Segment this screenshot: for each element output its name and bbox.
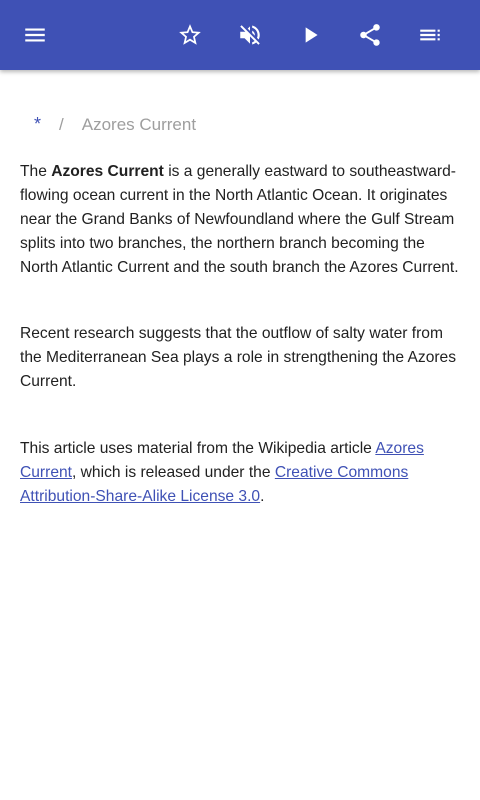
attribution-text: , which is released under the xyxy=(72,463,275,481)
share-icon xyxy=(357,22,383,48)
attribution-paragraph xyxy=(20,437,466,509)
attribution-text: . xyxy=(260,487,265,505)
mute-button[interactable] xyxy=(226,11,274,59)
favorite-button[interactable] xyxy=(166,11,214,59)
menu-icon xyxy=(22,22,48,48)
breadcrumb-home-link[interactable]: * xyxy=(34,114,42,134)
breadcrumb-separator: / xyxy=(59,114,64,134)
breadcrumb-current: Azores Current xyxy=(81,114,197,134)
breadcrumb xyxy=(34,114,196,135)
volume-off-icon xyxy=(237,22,263,48)
article-paragraph-1 xyxy=(20,160,466,280)
attribution-text: This article uses material from the Wikipedia article xyxy=(20,440,376,457)
play-icon xyxy=(297,22,323,48)
menu-button[interactable] xyxy=(11,11,59,59)
app-bar xyxy=(0,0,480,70)
playlist-icon xyxy=(417,22,443,48)
paragraph-text: Recent research suggests that the outflow of salty water from the Mediterranean Sea plays a role in strengthening the Azores Current. xyxy=(20,325,457,390)
paragraph-text: is a generally eastward to southeastward-flowing ocean current in the North Atlantic Ocean. It originates near the Grand Banks of Newfoundland where the Gulf Stream splits into two branches, the northern branch becoming the North Atlantic Current and the south branch the Azores Current. xyxy=(20,163,459,276)
license-link[interactable]: Creative Commons Attribution-Share-Alike License 3.0 xyxy=(20,463,409,505)
star-outline-icon xyxy=(177,22,203,48)
share-button[interactable] xyxy=(346,11,394,59)
article-content xyxy=(0,70,480,800)
contents-button[interactable] xyxy=(406,11,454,59)
play-button[interactable] xyxy=(286,11,334,59)
article-paragraph-2 xyxy=(20,322,466,394)
paragraph-text: The xyxy=(20,163,52,180)
article-title-bold: Azores Current xyxy=(51,163,164,180)
wikipedia-article-link[interactable]: Azores Current xyxy=(20,440,424,481)
